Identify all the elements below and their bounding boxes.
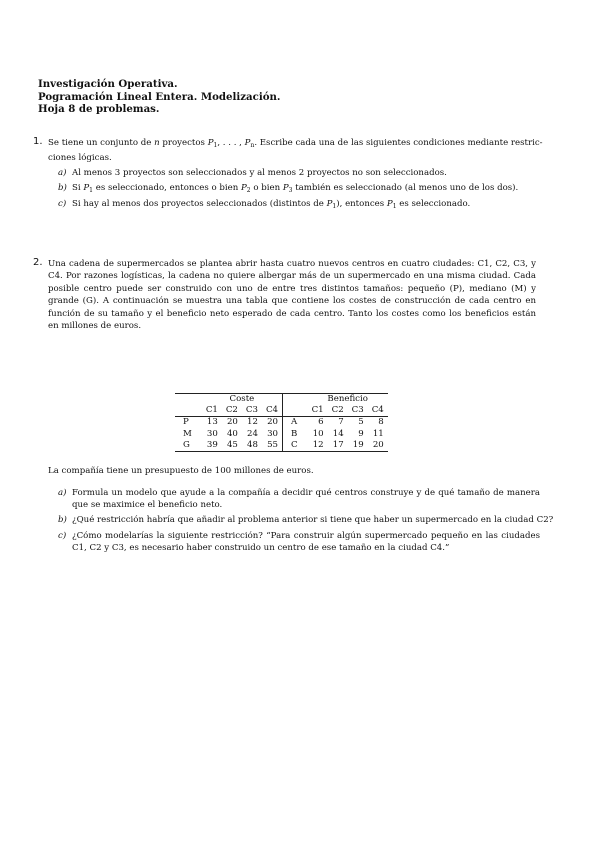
table-cell: 12 (308, 440, 328, 452)
table-cell: 13 (206, 417, 218, 428)
problem-1-item-a: a) Al menos 3 proyectos son seleccionados y al menos 2 proyectos no son seleccionados. (58, 168, 447, 178)
table-cell: 11 (372, 428, 384, 439)
beneficio-row-label: C (283, 440, 308, 452)
coste-col-header: C1 (202, 405, 222, 417)
beneficio-col-header: C4 (368, 405, 388, 417)
coste-header: Coste (202, 394, 283, 406)
budget-statement: La compañía tiene un presupuesto de 100 millones de euros. (48, 466, 314, 476)
coste-col-header: C3 (242, 405, 262, 417)
table-cell: 14 (332, 428, 344, 439)
table-cell: 48 (242, 440, 262, 452)
table-row (175, 429, 388, 440)
table-cell: 40 (226, 428, 238, 439)
coste-col-header: C2 (222, 405, 242, 417)
table-row (175, 440, 388, 452)
sheet-title: Hoja 8 de problemas. (38, 103, 160, 116)
table-cell: 30 (267, 428, 278, 439)
beneficio-header: Beneficio (308, 394, 388, 406)
table-cell: 20 (226, 417, 238, 428)
table-cell: 17 (328, 440, 348, 452)
problem-2-item-b: b) ¿Qué restricción habría que añadir al problema anterior si tiene que haber un supermercado en la ciudad C2? (58, 515, 554, 525)
beneficio-col-header: C1 (308, 405, 328, 417)
problem-2-statement: Una cadena de supermercados se plantea abrir hasta cuatro nuevos centros en cuatro ciudades: C1, C2, C3, y C4. Por razones logísticas, la cadena no quiere albergar más de un supermercado en una misma ciudad. Cada posible centro puede ser construido con uno de entre tres distintos tamaños: pequeño (P), mediano (M) y grande (G). A continuación se muestra una tabla que contiene los costes de construcción de cada centro en función de su tamaño y el beneficio neto esperado de cada centro. Tanto los costes como los beneficios están en millones de euros. (48, 259, 536, 332)
table-cell: 20 (368, 440, 388, 452)
table-row (175, 417, 388, 429)
coste-row-label: G (175, 440, 202, 452)
table-cell: 5 (358, 417, 364, 428)
problem-2-number: 2. (33, 257, 43, 268)
table-cell: 24 (247, 428, 258, 439)
coste-col-header: C4 (262, 405, 283, 417)
table-cell: 10 (312, 428, 324, 439)
table-cell: 12 (247, 417, 258, 428)
table-cell: 20 (267, 417, 278, 428)
table-cell: 45 (222, 440, 242, 452)
coste-row-label: P (183, 417, 189, 428)
coste-row-label: M (183, 428, 192, 439)
table-cell: 6 (318, 417, 324, 428)
beneficio-row-label: B (283, 429, 308, 440)
problem-1-item-b: b) Si $P_1$ es seleccionado, entonces o bien $P_2$ o bien $P_3$ también es seleccionado (al menos uno de los dos). (58, 183, 519, 194)
table-cell: 30 (206, 428, 218, 439)
table-cell: 55 (262, 440, 283, 452)
problem-2-item-c: c) ¿Cómo modelarías la siguiente restricción? “Para construir algún supermercado pequeño en las ciudades C1, C2 y C3, es necesario haber construido un centro de ese tamaño en la ciudad C4.” (58, 531, 540, 554)
topic-title: Pogramación Lineal Entera. Modelización. (38, 90, 281, 103)
table-cell: 39 (202, 440, 222, 452)
beneficio-col-header: C3 (348, 405, 368, 417)
table-cell: 8 (378, 417, 384, 428)
cost-benefit-table (175, 393, 388, 452)
document-header (38, 78, 280, 116)
table-cell: 19 (348, 440, 368, 452)
problem-1-item-c: c) Si hay al menos dos proyectos seleccionados (distintos de $P_1$), entonces $P_1$ es seleccionado. (58, 199, 471, 210)
course-title: Investigación Operativa. (38, 78, 178, 90)
table-cell: 7 (338, 417, 344, 428)
beneficio-row-label: A (283, 417, 308, 429)
problem-2-item-a: a) Formula un modelo que ayude a la compañía a decidir qué centros construye y de qué tamaño de manera que se maximice el beneficio neto. (58, 488, 540, 511)
problem-1-number: 1. (33, 136, 43, 147)
beneficio-col-header: C2 (328, 405, 348, 417)
table-cell: 9 (358, 428, 364, 439)
problem-1-statement: Se tiene un conjunto de n proyectos $P_1$, . . . , $P_n$. Escribe cada una de las siguientes condiciones mediante restric- ciones lógicas. (48, 138, 543, 164)
